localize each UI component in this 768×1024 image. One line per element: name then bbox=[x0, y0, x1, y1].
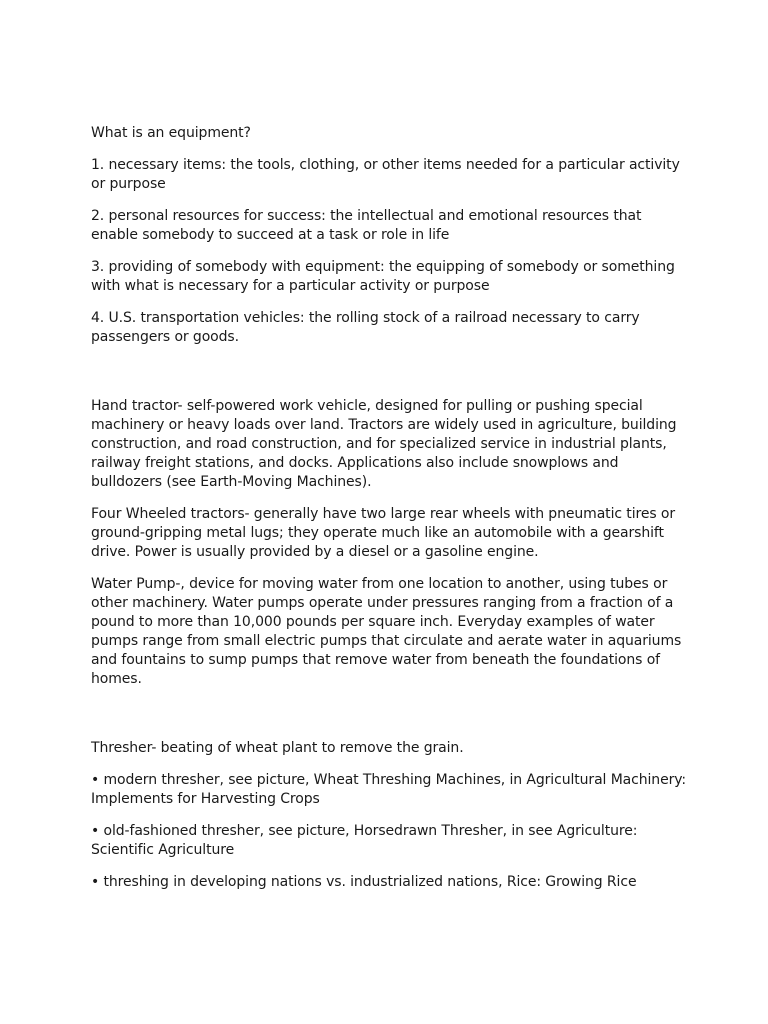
definition-4: 4. U.S. transportation vehicles: the rolling stock of a railroad necessary to carry passengers or goods. bbox=[91, 310, 640, 345]
document-body bbox=[91, 124, 691, 892]
four-wheeled-tractor-paragraph: Four Wheeled tractors- generally have two large rear wheels with pneumatic tires or ground-gripping metal lugs; they operate much like an automobile with a gearshift drive. Power is usually provided by a diesel or a gasoline engine. bbox=[91, 506, 676, 560]
definition-2: 2. personal resources for success: the intellectual and emotional resources that enable somebody to succeed at a task or role in life bbox=[91, 208, 642, 243]
document-heading: What is an equipment? bbox=[91, 125, 251, 141]
hand-tractor-paragraph: Hand tractor- self-powered work vehicle, designed for pulling or pushing special machinery or heavy loads over land. Tractors are widely used in agriculture, building construction, and road construction, and for specialized service in industrial plants, railway freight stations, and docks. Applications also include snowplows and bulldozers (see Earth-Moving Machines). bbox=[91, 398, 677, 490]
thresher-bullet-2: • old-fashioned thresher, see picture, Horsedrawn Thresher, in see Agriculture: Scientific Agriculture bbox=[91, 823, 638, 858]
thresher-bullet-3: • threshing in developing nations vs. industrialized nations, Rice: Growing Rice bbox=[91, 874, 637, 890]
thresher-intro: Thresher- beating of wheat plant to remove the grain. bbox=[91, 740, 464, 756]
water-pump-paragraph: Water Pump-, device for moving water from one location to another, using tubes or other machinery. Water pumps operate under pressures ranging from a fraction of a pound to more than 10,000 pounds per square inch. Everyday examples of water pumps range from small electric pumps that circulate and aerate water in aquariums and fountains to sump pumps that remove water from beneath the foundations of homes. bbox=[91, 576, 682, 687]
definition-3: 3. providing of somebody with equipment: the equipping of somebody or something with what is necessary for a particular activity or purpose bbox=[91, 259, 675, 294]
thresher-bullet-1: • modern thresher, see picture, Wheat Threshing Machines, in Agricultural Machinery: Implements for Harvesting Crops bbox=[91, 772, 687, 807]
definition-1: 1. necessary items: the tools, clothing, or other items needed for a particular activity or purpose bbox=[91, 157, 680, 192]
